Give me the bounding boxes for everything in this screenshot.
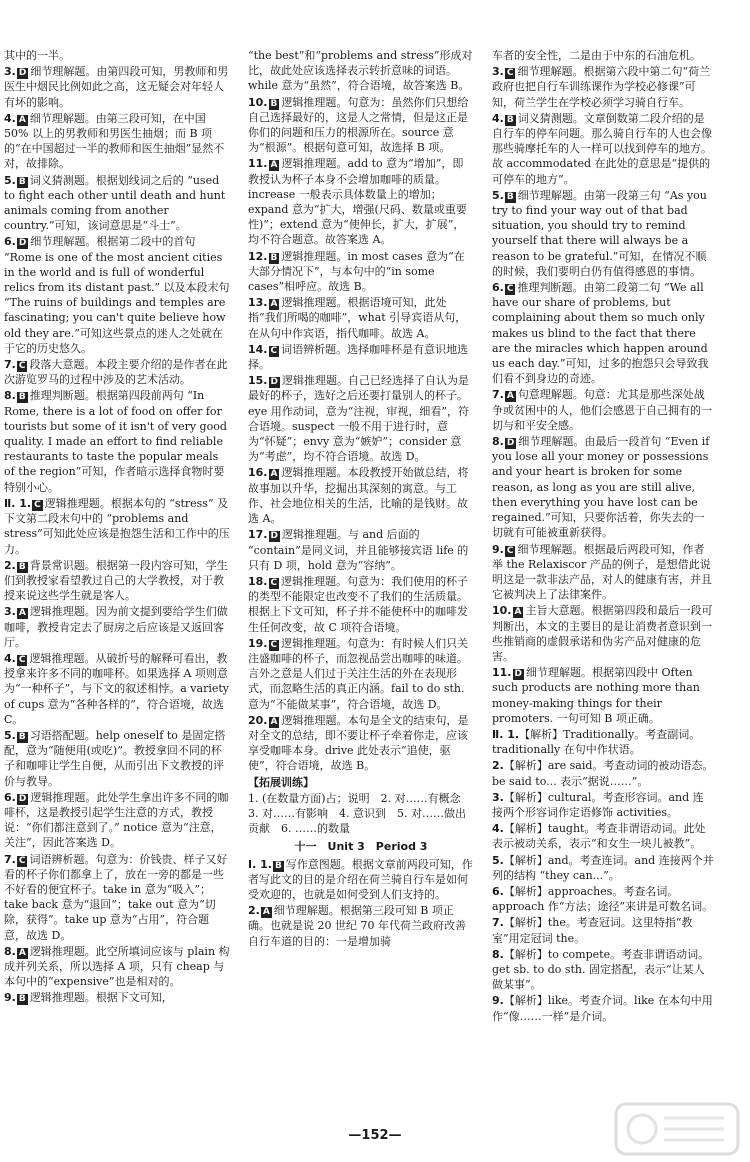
answer-item <box>492 727 714 757</box>
answer-item <box>4 111 230 172</box>
answer-badge: C <box>34 499 41 510</box>
item-text: 习语搭配题。help oneself to 是固定搭配，意为“随便用(或吃)”。教授拿回不同的杯子和咖啡让学生自便，从而引出下文教授的评价与教导。 <box>4 728 226 788</box>
item-number: Ⅱ. 1. <box>4 496 32 510</box>
answer-item <box>4 234 230 356</box>
item-number: 4. <box>4 651 16 665</box>
column-middle <box>248 48 474 950</box>
answer-item <box>4 496 230 557</box>
answer-item <box>492 665 714 726</box>
item-text: 逻辑推理题。add to 意为“增加”，即教授认为杯子本身不会增加咖啡的质量。increase 一般表示具体数量上的增加；expand 意为“扩大，增强(尺码、数量或重要性)”；extend 意为“使伸长，扩大，扩展”，均不符合题意。故答案选 A。 <box>248 157 467 247</box>
answer-item <box>492 853 714 883</box>
answer-item <box>248 574 474 635</box>
answer-badge: C <box>270 345 278 356</box>
answer-item <box>248 465 474 526</box>
item-number: 20. <box>248 713 268 727</box>
item-text: 细节理解题。根据第六段中第二句“荷兰政府也把自行车训练课作为学校必修课”可知，荷兰学生在学校必须学习骑自行车。 <box>492 65 711 109</box>
column-left <box>4 48 230 1007</box>
item-number: 16. <box>248 466 268 480</box>
item-number: 11. <box>248 157 268 171</box>
answer-item <box>492 821 714 851</box>
answer-item <box>4 558 230 604</box>
item-text: 【解析】are said。考查动词的被动语态。be said to... 表示“据说……”。 <box>492 759 714 788</box>
item-text: 【解析】taught。考查非谓语动词。此处表示被动关系，表示“和女生一块儿被教”。 <box>492 822 706 851</box>
item-number: 14. <box>248 342 268 356</box>
answer-item <box>4 990 230 1005</box>
item-number: 15. <box>248 374 268 388</box>
item-text: 逻辑推理题。根据语境可知，此处指“我们所喝的咖啡”，what 引导宾语从句，在从句中作宾语，指代咖啡。故选 A。 <box>248 296 467 340</box>
item-text: 【解析】to compete。考查非谓语动词。get sb. to do sth. 固定搭配，表示“让某人做某事”。 <box>492 947 710 992</box>
answer-badge: C <box>270 639 278 650</box>
item-text: 词义猜测题。文章倒数第二段介绍的是自行车的停车问题。那么骑自行车的人也会像那些骑摩托车的人一样可以找到停车的地方。故 accommodated 在此处的意思是“提供的可停车的地方”。 <box>492 111 712 186</box>
item-number: 2. <box>248 904 260 918</box>
answer-badge: D <box>270 377 278 388</box>
answer-badge: A <box>270 160 278 171</box>
item-text: 词语辨析题。句意为：价钱贵、样子又好看的杯子你们都拿上了，放在一旁的都是一些不好看的便宜杯子。take in 意为“吸入”；take back 意为“退回”；take out 意为“切除，获得”。take up 意为“占用”，符合题意，故选 D。 <box>4 852 228 942</box>
item-number: 2. <box>4 558 16 572</box>
item-text: 逻辑推理题。句意为：虽然你们只想给自己选择最好的，这是人之常情，但是这正是你们的问题和压力的根源所在。source 意为“根源”。根据句意可知，故选择 B 项。 <box>248 95 469 155</box>
answer-badge: C <box>506 284 514 295</box>
item-number: 4. <box>492 111 504 125</box>
item-number: 3. <box>4 65 16 79</box>
item-number: 2. <box>492 759 504 773</box>
item-text: 【解析】the。考查冠词。这里特指“教室”用定冠词 the。 <box>492 916 693 945</box>
item-text: 逻辑推理题。因为前文提到要给学生们做咖啡，教授肯定去了厨房之后应该是又返回客厅。 <box>4 605 228 649</box>
answer-item <box>248 636 474 712</box>
answer-item <box>492 993 714 1023</box>
item-text: 逻辑推理题。句意为：有时候人们只关注盛咖啡的杯子，而忽视品尝出咖啡的味道。言外之意是人们过于关注生活的外在表现形式，而忽略生活的真正内涵。fail to do sth. 意为“不能做某事”，符合语境，故选 D。 <box>248 636 469 711</box>
answer-item <box>248 713 474 774</box>
answer-badge: D <box>506 438 515 449</box>
item-number: 10. <box>492 604 512 618</box>
answer-item <box>4 944 230 990</box>
watermark-logo-icon <box>612 1100 742 1158</box>
answer-badge: A <box>18 608 26 619</box>
answer-badge: A <box>270 469 278 480</box>
answer-item <box>4 64 230 110</box>
item-text: 【解析】like。考查介词。like 在本句中用作“像……一样”是介词。 <box>492 994 713 1023</box>
item-text: 细节理解题。根据第三段可知 B 项正确。也就是说 20 世纪 70 年代荷兰政府改善自行车道的目的：一是增加骑 <box>248 904 466 948</box>
item-number: 7. <box>4 852 16 866</box>
item-text: 【解析】and。考查连词。and 连接两个并列的结构 “they can...”。 <box>492 853 714 882</box>
answer-item <box>492 64 714 110</box>
answer-badge: D <box>18 793 27 804</box>
answer-badge: D <box>18 238 27 249</box>
answer-badge: A <box>18 114 26 125</box>
answer-badge: A <box>18 947 26 958</box>
item-number: 9. <box>492 542 504 556</box>
answer-item <box>492 758 714 788</box>
answer-badge: B <box>18 561 26 572</box>
answer-badge: A <box>506 391 514 402</box>
item-text: 逻辑推理题。此空所填词应该与 plain 构成并列关系，所以选择 A 项，只有 cheap 与本句中的“expensive”也是相对的。 <box>4 944 230 989</box>
extension-title: 【拓展训练】 <box>248 775 314 789</box>
answer-badge: C <box>18 361 26 372</box>
item-text: 逻辑推理题。本段教授开始做总结，将故事加以升华，挖掘出其深刻的寓意。与工作、社会地位相关的生活，比喻的是钱财。故选 A。 <box>248 466 469 526</box>
item-text: 【解析】cultural。考查形容词。and 连接两个形容词作定语修饰 activities。 <box>492 790 704 819</box>
answer-badge: B <box>18 392 26 403</box>
item-number: 5. <box>492 853 504 867</box>
item-number: 9. <box>4 991 16 1005</box>
answer-item <box>248 95 474 156</box>
answer-item <box>492 280 714 386</box>
item-number: 4. <box>492 822 504 836</box>
answer-badge: B <box>506 191 514 202</box>
item-text: 细节理解题。根据第四段中 Often such products are nothing more than money-making things for their promoters. 一句可知 B 项正确。 <box>492 666 700 725</box>
item-number: 10. <box>248 95 268 109</box>
answer-badge: D <box>270 531 278 542</box>
answer-item <box>248 527 474 573</box>
answer-item <box>4 728 230 789</box>
item-text: 主旨大意题。根据第四段和最后一段可判断出，本文的主要目的是让消费者意识到一些推销商的虚假承诺和伪劣产品对健康的危害。 <box>492 604 713 663</box>
item-text: 写作意图题。根据文章前两段可知，作者写此文的目的是介绍在荷兰骑自行车是如何受欢迎的，也就是如何受到人们支持的。 <box>248 857 473 901</box>
item-text: 逻辑推理题。与 and 后面的 “contain”是同义词，并且能够接宾语 life 的只有 D 项，hold 意为“容纳”。 <box>248 528 469 572</box>
item-number: 19. <box>248 636 268 650</box>
answer-badge: A <box>262 907 270 918</box>
extension-line: 1. (在数量方面)占；说明 2. 对……有概念 3. 对……有影响 4. 意识到 5. 对……做出贡献 6. ……的数量 <box>248 791 472 836</box>
answer-item <box>4 357 230 387</box>
answer-item <box>492 48 714 63</box>
answer-badge: B <box>18 731 26 742</box>
item-text: 车者的安全性，二是由于中东的石油危机。 <box>492 49 701 62</box>
answer-item <box>492 790 714 820</box>
page-number: —152— <box>348 1128 402 1143</box>
item-number: 13. <box>248 296 268 310</box>
answer-item <box>248 249 474 295</box>
answer-item <box>4 604 230 650</box>
answer-item <box>248 295 474 341</box>
answer-item <box>248 342 474 372</box>
answer-item <box>492 111 714 187</box>
item-text: 背景常识题。根据第一段内容可知，学生们到教授家看望教过自己的大学教授，对于教授来说这些学生就是客人。 <box>4 558 228 603</box>
answer-item <box>248 48 474 94</box>
item-text: 逻辑推理题。根据本句的 “stress” 及下文第二段末句中的 “problems and stress”可知此处应该是抱怨生活和工作中的压力。 <box>4 496 230 556</box>
answer-badge: D <box>514 669 522 680</box>
answer-item <box>492 603 714 664</box>
answer-badge: B <box>18 994 26 1005</box>
item-text: 逻辑推理题。自己已经选择了自认为是最好的杯子，选好之后还要打量别人的杯子。eye 用作动词，意为“注视，审视，细看”，符合语境。suspect 一般不用于进行时，意为“怀疑”；envy 意为“嫉妒”；consider 意为“考虑”，均不符合语境。故选 D。 <box>248 374 469 464</box>
answer-item <box>492 434 714 540</box>
item-text: 细节理解题。由第三段可知，在中国 50% 以上的男教师和男医生抽烟；而 B 项的“在中国超过一半的教师和医生抽烟”显然不对，故排除。 <box>4 111 225 171</box>
answer-item <box>492 915 714 945</box>
item-number: Ⅱ. 1. <box>492 727 520 741</box>
item-text: 词语辨析题。选择咖啡杯是有意识地选择。 <box>248 342 469 372</box>
item-text: 逻辑推理题。句意为：我们使用的杯子的类型不能限定也改变不了我们的生活质量。根据上下文可知，杯子并不能使杯中的咖啡发生任何改变，故 C 项符合语境。 <box>248 574 469 634</box>
item-number: 6. <box>492 884 504 898</box>
item-text: 细节理解题。根据第二段中的首句 “Rome is one of the most ancient cities in the world and is full of wonderful relics from its distant past.” 以及本段末句 “The ruins of buildings and temples are fascinating; you can't quite believe how old they are.”可知这些景点的迷人之处就在于它的历史悠久。 <box>4 235 230 355</box>
item-number: 17. <box>248 528 268 542</box>
item-text: 推理判断题。根据第四段前两句 “In Rome, there is a lot of food on offer for tourists but some of it isn't of very good quality. I made an effort to find reliable restaurants to taste the popular meals of the region”可知，作者暗示选择食物时要特别小心。 <box>4 389 227 494</box>
answer-item <box>4 651 230 727</box>
item-number: 6. <box>492 281 504 295</box>
answer-item <box>4 48 230 63</box>
item-number: 3. <box>4 605 16 619</box>
answer-badge: A <box>514 607 522 618</box>
answer-item <box>492 947 714 993</box>
answer-item <box>4 388 230 494</box>
answer-item <box>248 903 474 949</box>
item-text: 【解析】approaches。考查名词。approach 作“方法；途径”来讲是可数名词。 <box>492 884 714 914</box>
item-text: 细节理解题。根据最后两段可知，作者举 the Relaxiscor 产品的例子，是想借此说明这是一款非法产品，对人的健康有害，并且它被判决上了法律案件。 <box>492 542 712 602</box>
item-text: 逻辑推理题。从破折号的解释可看出，教授拿来许多不同的咖啡杯。如果选择 A 项则意为“一种杯子”，与下文的叙述相悖。a variety of cups 意为“各种各样的”，符合语境，故选 C。 <box>4 651 229 726</box>
item-number: 7. <box>4 358 16 372</box>
item-number: 5. <box>4 173 16 187</box>
item-text: 逻辑推理题。in most cases 意为“在大部分情况下”，与本句中的“in some cases”相呼应。故选 B。 <box>248 249 465 294</box>
answer-item <box>492 188 714 279</box>
item-text: “the best”和“problems and stress”形成对比，故此处应该选择表示转折意味的词语。while 意为“虽然”，符合语境，故答案选 B。 <box>248 49 473 93</box>
answer-badge: C <box>270 577 278 588</box>
answer-badge: C <box>18 855 26 866</box>
answer-badge: C <box>506 545 514 556</box>
answer-item <box>248 156 474 247</box>
item-number: 5. <box>492 188 504 202</box>
item-text: 逻辑推理题。根据下文可知， <box>29 991 173 1005</box>
item-number: 4. <box>4 111 16 125</box>
item-number: 7. <box>492 388 504 402</box>
item-text: 细节理解题。由最后一段首句 “Even if you lose all your money or possessions and your heart is broken for some reason, as long as you are still alive, then everything you have lost can be regained.”可知，只要你活着，你失去的一切就有可能被重新获得。 <box>492 435 710 540</box>
item-text: 词义猜测题。根据划线词之后的 “used to fight each other until death and hunt animals coming from another country.”可知，该词意思是“斗士”。 <box>4 173 226 233</box>
item-number: 11. <box>492 666 512 680</box>
answer-badge: D <box>18 68 27 79</box>
answer-badge: A <box>270 716 278 727</box>
answer-item <box>248 857 474 903</box>
answer-item <box>248 373 474 464</box>
item-number: 12. <box>248 249 268 263</box>
item-number: 3. <box>492 790 504 804</box>
answer-item <box>492 884 714 914</box>
item-number: Ⅰ. 1. <box>248 857 272 871</box>
item-number: 8. <box>492 435 504 449</box>
column-right <box>492 48 714 1025</box>
answer-badge: C <box>506 68 514 79</box>
item-number: 8. <box>492 947 504 961</box>
item-text: 逻辑推理题。此处学生拿出许多不同的咖啡杯，这是教授引起学生注意的方式，教授说：“你们都注意到了。” notice 意为“注意，关注”，因此答案选 D。 <box>4 790 229 850</box>
item-text: 【解析】Traditionally。考查副词。traditionally 在句中作状语。 <box>492 727 701 757</box>
item-text: 逻辑推理题。本句是全文的结束句，是对全文的总结，即不要让杯子牵着你走，应该享受咖啡本身。drive 此处表示“追使，驱使”，符合语境，故选 B。 <box>248 713 469 773</box>
unit-title: 十一 Unit 3 Period 3 <box>294 840 428 854</box>
answer-item <box>492 542 714 603</box>
item-number: 7. <box>492 916 504 930</box>
item-text: 其中的一半。 <box>4 49 70 62</box>
answer-badge: B <box>18 176 26 187</box>
item-text: 细节理解题。由第四段可知，男教师和男医生中烟民比例如此之高，这无疑会对年轻人有坏的影响。 <box>4 65 229 109</box>
answer-badge: B <box>270 98 278 109</box>
item-number: 6. <box>4 790 16 804</box>
answer-item <box>4 790 230 851</box>
item-number: 6. <box>4 235 16 249</box>
item-text: 推理判断题。由第二段第二句 “We all have our share of problems, but complaining about them so much only makes us blind to the fact that there are the miracles which happen around us each day.”可知，过多的抱怨只会导致我们看不到身边的奇迹。 <box>492 281 709 386</box>
answer-badge: B <box>270 252 278 263</box>
item-number: 8. <box>4 944 16 958</box>
item-text: 细节理解题。由第一段第三句 “As you try to find your way out of that bad situation, you should try to remind yourself that there will always be a reason to be grateful.”可知，在情况不顺的时候，我们要明白仍有值得感恩的事情。 <box>492 188 707 278</box>
answer-item <box>4 173 230 234</box>
answer-item <box>4 852 230 943</box>
item-number: 9. <box>492 994 504 1008</box>
answer-badge: A <box>270 299 278 310</box>
item-text: 段落大意题。本段主要介绍的是作者在此次游览罗马的过程中涉及的艺术活动。 <box>4 358 228 387</box>
answer-item <box>492 387 714 433</box>
item-number: 5. <box>4 728 16 742</box>
answer-badge: B <box>506 114 514 125</box>
item-number: 3. <box>492 65 504 79</box>
answer-badge: B <box>274 860 282 871</box>
item-number: 8. <box>4 389 16 403</box>
item-text: 句意理解题。句意：尤其是那些深处战争或贫困中的人，他们会感恩于自己拥有的一切与和平安全感。 <box>492 388 712 432</box>
item-number: 18. <box>248 574 268 588</box>
answer-badge: C <box>18 654 26 665</box>
